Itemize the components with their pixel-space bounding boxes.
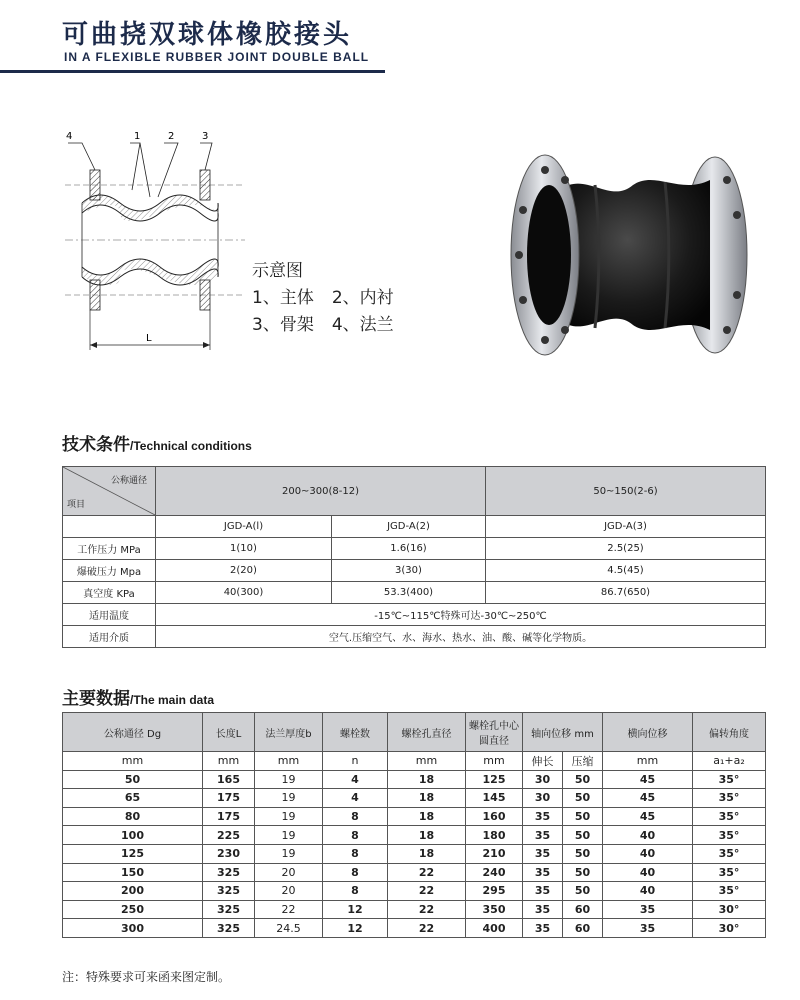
table-cell: 40	[603, 844, 693, 863]
diagram-label-2: 2	[168, 131, 175, 142]
table-cell: 4	[323, 789, 388, 808]
length-label: L	[146, 333, 152, 344]
table-cell: 22	[388, 882, 466, 901]
table-row	[63, 919, 766, 938]
legend-item-3: 3、骨架	[252, 315, 314, 335]
table-cell: 295	[466, 882, 523, 901]
table-cell: 35°	[693, 844, 766, 863]
table-cell: 35	[523, 863, 563, 882]
legend-item-4: 4、法兰	[331, 315, 394, 335]
schematic-diagram	[60, 125, 250, 360]
table-cell: 180	[466, 826, 523, 845]
table-cell: 19	[255, 844, 323, 863]
table-cell: 18	[388, 844, 466, 863]
table-cell: 8	[323, 863, 388, 882]
table-cell: 35	[523, 826, 563, 845]
table-row	[63, 863, 766, 882]
table-cell: 175	[203, 789, 255, 808]
table-cell: 24.5	[255, 919, 323, 938]
table-cell: 8	[323, 844, 388, 863]
footnote: 注：特殊要求可来函来图定制。	[62, 970, 231, 984]
table-cell: 35°	[693, 826, 766, 845]
table-row	[63, 789, 766, 808]
product-photo	[505, 150, 760, 360]
legend-item-1: 1、主体	[252, 288, 314, 308]
model-3: JGD-A(3)	[486, 516, 766, 538]
model-1: JGD-A(l)	[156, 516, 332, 538]
table-cell: 40	[603, 863, 693, 882]
table-cell: 225	[203, 826, 255, 845]
table-cell: 19	[255, 770, 323, 789]
table-cell: 35°	[693, 770, 766, 789]
table-cell: 300	[63, 919, 203, 938]
table-cell: 65	[63, 789, 203, 808]
table-cell: 145	[466, 789, 523, 808]
table-cell: 125	[466, 770, 523, 789]
table-cell: 30	[523, 789, 563, 808]
page-subtitle: IN A FLEXIBLE RUBBER JOINT DOUBLE BALL	[64, 50, 370, 64]
table-cell: 50	[563, 789, 603, 808]
table-cell: 350	[466, 900, 523, 919]
table-cell: 18	[388, 789, 466, 808]
table-cell: 60	[563, 900, 603, 919]
table-cell: 230	[203, 844, 255, 863]
table-row	[63, 844, 766, 863]
table-cell: 325	[203, 882, 255, 901]
table-cell: 22	[255, 900, 323, 919]
legend-title: 示意图	[252, 261, 303, 281]
table-cell: 18	[388, 826, 466, 845]
table-row: 工作压力 MPa 1(10) 1.6(16) 2.5(25)	[63, 538, 766, 560]
table-cell: 160	[466, 807, 523, 826]
main-data-table: 公称通径 Dg 长度L 法兰厚度b 螺栓数 螺栓孔直径 螺栓孔中心圆直径 轴向位移 mm 横向位移 偏转角度 mm mm mm n mm mm 伸长 压缩 mm a₁+a₂ 50 165 19 4 18 125 30 50 45 35° 65 175 19 4 18 145 30 50 45 35° 80 175 19 8 18 160 35 50 45 35° 100 225 19 8 18 180 35 50 40 35° 125 230 19 8 18 210 35 50 40 35° 150 325 20 8 22 240 35 50 40 35° 200 325 20 8 22 295 35 50 40 35° 250 325 22 12 22 350 35 60 35 30° 300 325 24.5 12 22 400 35 60 35 30°	[62, 712, 766, 938]
table-cell: 325	[203, 900, 255, 919]
diagram-label-1: 1	[134, 131, 141, 142]
table-cell: 250	[63, 900, 203, 919]
table-cell: 325	[203, 919, 255, 938]
table-cell: 50	[63, 770, 203, 789]
table-cell: 18	[388, 770, 466, 789]
table-cell: 125	[63, 844, 203, 863]
table-cell: 210	[466, 844, 523, 863]
table-cell: 35	[523, 882, 563, 901]
table-cell: 240	[466, 863, 523, 882]
table-cell: 19	[255, 807, 323, 826]
table-cell: 35	[603, 919, 693, 938]
table-cell: 325	[203, 863, 255, 882]
table-cell: 45	[603, 770, 693, 789]
table-cell: 175	[203, 807, 255, 826]
page-title: 可曲挠双球体橡胶接头	[62, 20, 353, 50]
corner-cell: 公称通径 项目	[63, 467, 156, 516]
table-cell: 20	[255, 863, 323, 882]
table-row	[63, 826, 766, 845]
table-row: 适用温度 -15℃~115℃特殊可达-30℃~250℃	[63, 604, 766, 626]
table-cell: 20	[255, 882, 323, 901]
table-cell: 12	[323, 900, 388, 919]
table-cell: 60	[563, 919, 603, 938]
table-cell: 19	[255, 789, 323, 808]
table-cell: 35°	[693, 863, 766, 882]
table-row	[63, 882, 766, 901]
title-underline	[0, 70, 385, 73]
table-cell: 12	[323, 919, 388, 938]
table-cell: 45	[603, 789, 693, 808]
table-cell: 8	[323, 807, 388, 826]
table-cell: 8	[323, 882, 388, 901]
table-cell: 35	[603, 900, 693, 919]
table-cell: 8	[323, 826, 388, 845]
table-cell: 22	[388, 863, 466, 882]
table-cell: 50	[563, 844, 603, 863]
table-row: 真空度 KPa 40(300) 53.3(400) 86.7(650)	[63, 582, 766, 604]
diagram-label-4: 4	[66, 131, 73, 142]
table-row: 适用介质 空气.压缩空气、水、海水、热水、油、酸、碱等化学物质。	[63, 626, 766, 648]
table-cell: 35	[523, 807, 563, 826]
table-cell: 50	[563, 770, 603, 789]
table-cell: 50	[563, 863, 603, 882]
table-cell: 35°	[693, 789, 766, 808]
table-cell: 35	[523, 844, 563, 863]
table-cell: 30	[523, 770, 563, 789]
table-row	[63, 807, 766, 826]
table-cell: 30°	[693, 919, 766, 938]
table-cell: 35	[523, 919, 563, 938]
diagram-label-3: 3	[202, 131, 209, 142]
table-cell: 4	[323, 770, 388, 789]
table-cell: 40	[603, 826, 693, 845]
table-row	[63, 770, 766, 789]
table-cell: 400	[466, 919, 523, 938]
table-cell: 35°	[693, 807, 766, 826]
table-cell: 100	[63, 826, 203, 845]
table-cell: 45	[603, 807, 693, 826]
technical-section-title: 技术条件/Technical conditions	[62, 435, 252, 455]
table-cell: 35°	[693, 882, 766, 901]
table-cell: 165	[203, 770, 255, 789]
model-2: JGD-A(2)	[332, 516, 486, 538]
table-cell: 200	[63, 882, 203, 901]
table-row: 爆破压力 Mpa 2(20) 3(30) 4.5(45)	[63, 560, 766, 582]
table-cell: 22	[388, 919, 466, 938]
table-cell: 22	[388, 900, 466, 919]
range-b-header: 50~150(2-6)	[486, 467, 766, 516]
table-cell: 40	[603, 882, 693, 901]
technical-table	[62, 466, 766, 648]
table-cell: 150	[63, 863, 203, 882]
table-cell: 18	[388, 807, 466, 826]
main-data-section-title: 主要数据/The main data	[62, 689, 215, 709]
table-cell: 19	[255, 826, 323, 845]
table-cell: 50	[563, 882, 603, 901]
table-cell: 35	[523, 900, 563, 919]
table-cell: 50	[563, 826, 603, 845]
table-cell: 50	[563, 807, 603, 826]
table-cell: 30°	[693, 900, 766, 919]
diagram-legend	[252, 258, 394, 339]
range-a-header: 200~300(8-12)	[156, 467, 486, 516]
table-row	[63, 900, 766, 919]
table-cell: 80	[63, 807, 203, 826]
legend-item-2: 2、内衬	[331, 288, 394, 308]
